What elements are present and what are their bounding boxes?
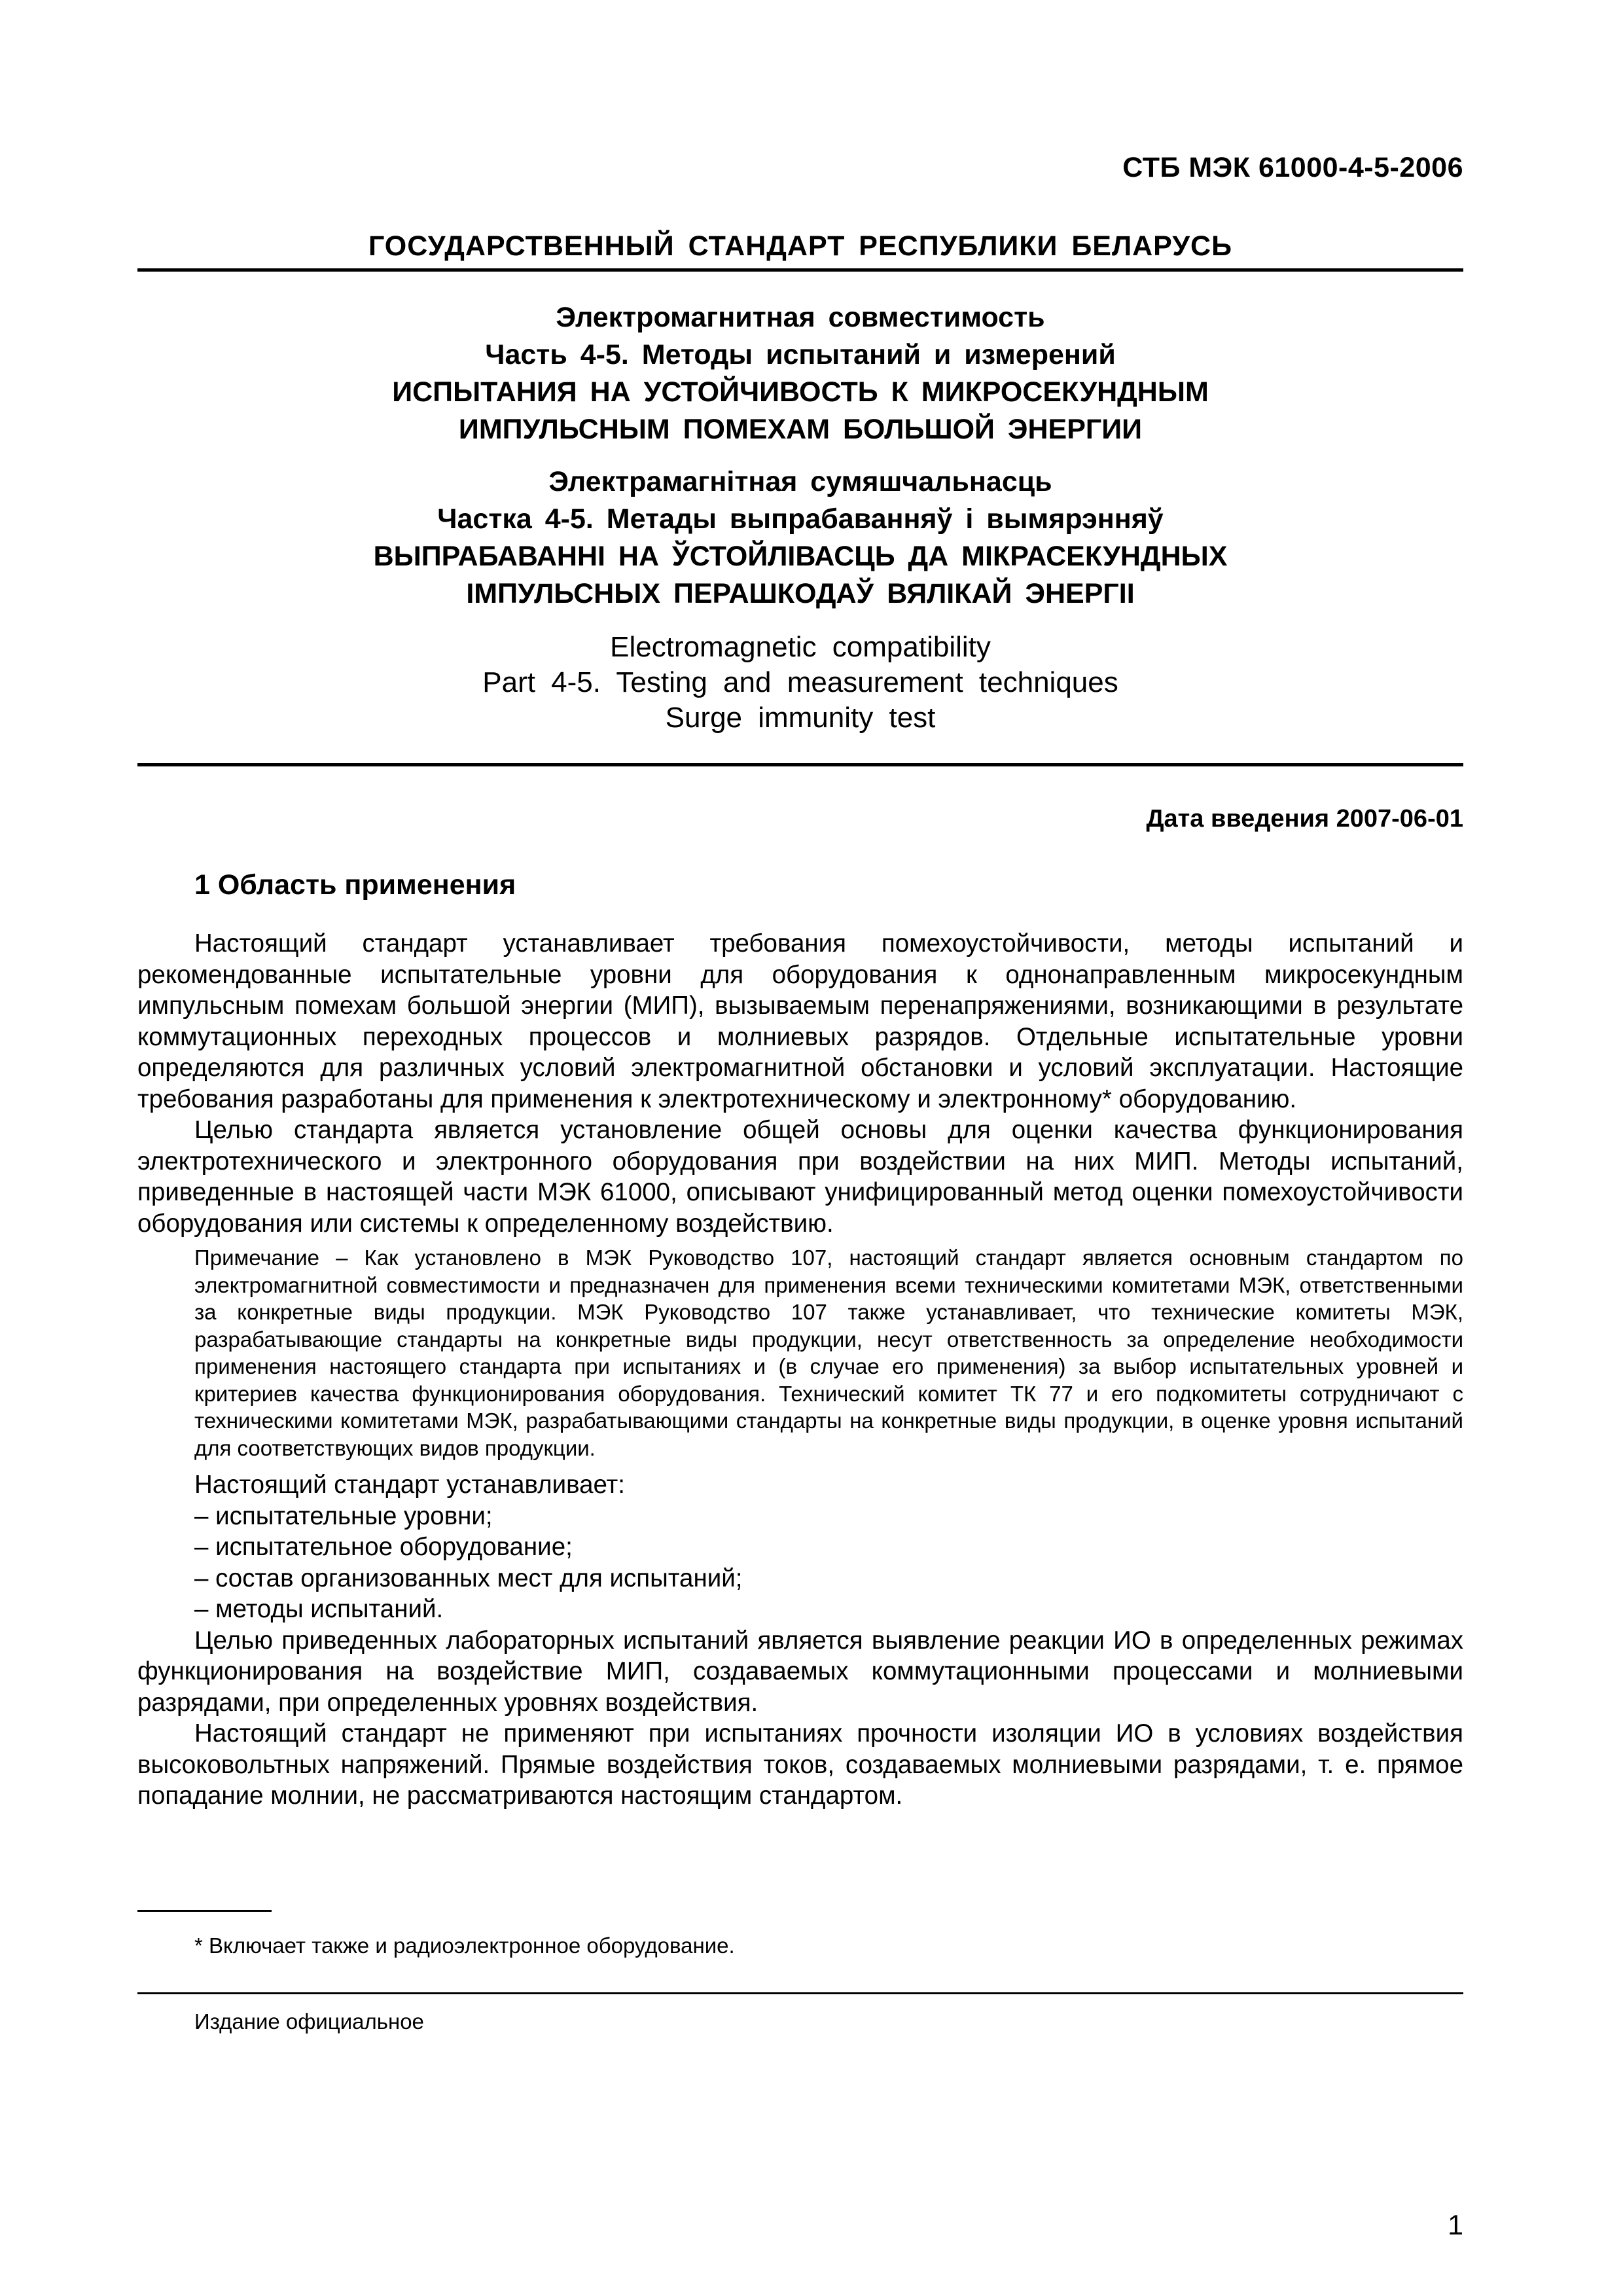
official-edition-label: Издание официальное	[194, 2009, 424, 2034]
title-by-line2: Частка 4-5. Метады выпрабаванняў і вымярэнняў	[437, 503, 1164, 535]
list-item: – методы испытаний.	[194, 1595, 444, 1623]
section-body	[137, 928, 1463, 1812]
list-intro: Настоящий стандарт устанавливает:	[194, 1471, 625, 1499]
paragraph-scope: Настоящий стандарт устанавливает требования помехоустойчивости, методы испытаний и рекомендованные испытательные уровни для оборудования к однонаправленным микросекундным импульсным помехам большой энергии (МИП), вызываемым перенапряжениями, возникающими в результате коммутационных переходных процессов и молниевых разрядов. Отдельные испытательные уровни определяются для различных условий электромагнитной обстановки и условий эксплуатации. Настоящие требования разработаны для применения к электротехническому и электронному* оборудованию.	[137, 929, 1463, 1113]
footnote-separator	[137, 1910, 272, 1912]
title-en-line1: Electromagnetic compatibility	[610, 631, 991, 663]
title-ru-line1: Электромагнитная совместимость	[556, 302, 1045, 333]
title-russian	[137, 299, 1463, 448]
paragraph-purpose: Целью стандарта является установление общей основы для оценки качества функционирования электротехнического и электронного оборудования при воздействии на них МИП. Методы испытаний, приведенные в настоящей части МЭК 61000, описывают унифицированный метод оценки помехоустойчивости оборудования или системы к определенному воздействию.	[137, 1116, 1463, 1238]
title-belarusian	[137, 463, 1463, 613]
section-heading: 1 Область применения	[194, 869, 516, 901]
title-en-line2: Part 4-5. Testing and measurement techniques	[482, 666, 1118, 698]
title-by-line4: ІМПУЛЬСНЫХ ПЕРАШКОДАЎ ВЯЛІКАЙ ЭНЕРГІІ	[466, 578, 1135, 609]
list-item: – испытательное оборудование;	[194, 1533, 573, 1561]
title-by-line1: Электрамагнітная сумяшчальнасць	[548, 466, 1052, 497]
introduction-date: Дата введения 2007-06-01	[1146, 805, 1463, 833]
list-item: – испытательные уровни;	[194, 1501, 493, 1530]
state-standard-title: ГОСУДАРСТВЕННЫЙ СТАНДАРТ РЕСПУБЛИКИ БЕЛАРУСЬ	[368, 230, 1233, 262]
title-rule	[137, 763, 1463, 766]
title-en-line3: Surge immunity test	[665, 702, 936, 734]
header-rule	[137, 268, 1463, 272]
title-ru-line3: ИСПЫТАНИЯ НА УСТОЙЧИВОСТЬ К МИКРОСЕКУНДНЫМ	[392, 376, 1209, 408]
title-english	[137, 630, 1463, 736]
document-code: СТБ МЭК 61000-4-5-2006	[1122, 152, 1463, 183]
paragraph-exclusions: Настоящий стандарт не применяют при испытаниях прочности изоляции ИО в условиях воздействия высоковольтных напряжений. Прямые воздействия токов, создаваемых молниевыми разрядами, т. е. прямое попадание молнии, не рассматриваются настоящим стандартом.	[137, 1719, 1463, 1810]
title-ru-line2: Часть 4-5. Методы испытаний и измерений	[485, 339, 1116, 370]
footnote: * Включает также и радиоэлектронное оборудование.	[194, 1933, 735, 1958]
note: Примечание – Как установлено в МЭК Руководство 107, настоящий стандарт является основным стандартом по электромагнитной совместимости и предназначен для применения всеми техническими комитетами МЭК, ответственными за конкретные виды продукции. МЭК Руководство 107 также устанавливает, что технические комитеты МЭК, разрабатывающие стандарты на конкретные виды продукции, несут ответственность за определение необходимости применения настоящего стандарта при испытаниях и (в случае его применения) за выбор испытательных уровней и критериев качества функционирования оборудования. Технический комитет ТК 77 и его подкомитеты сотрудничают с техническими комитетами МЭК, разрабатывающими стандарты на конкретные виды продукции, в оценке уровня испытаний для соответствующих видов продукции.	[194, 1246, 1463, 1460]
title-ru-line4: ИМПУЛЬСНЫМ ПОМЕХАМ БОЛЬШОЙ ЭНЕРГИИ	[458, 414, 1143, 445]
list-item: – состав организованных мест для испытаний;	[194, 1564, 743, 1592]
title-by-line3: ВЫПРАБАВАННІ НА ЎСТОЙЛІВАСЦЬ ДА МІКРАСЕКУНДНЫХ	[373, 541, 1228, 572]
paragraph-lab-tests: Целью приведенных лабораторных испытаний является выявление реакции ИО в определенных режимах функционирования на воздействие МИП, создаваемых коммутационными процессами и молниевыми разрядами, при определенных уровнях воздействия.	[137, 1626, 1463, 1717]
footer-rule	[137, 1992, 1463, 1994]
page-number: 1	[1448, 2210, 1463, 2241]
